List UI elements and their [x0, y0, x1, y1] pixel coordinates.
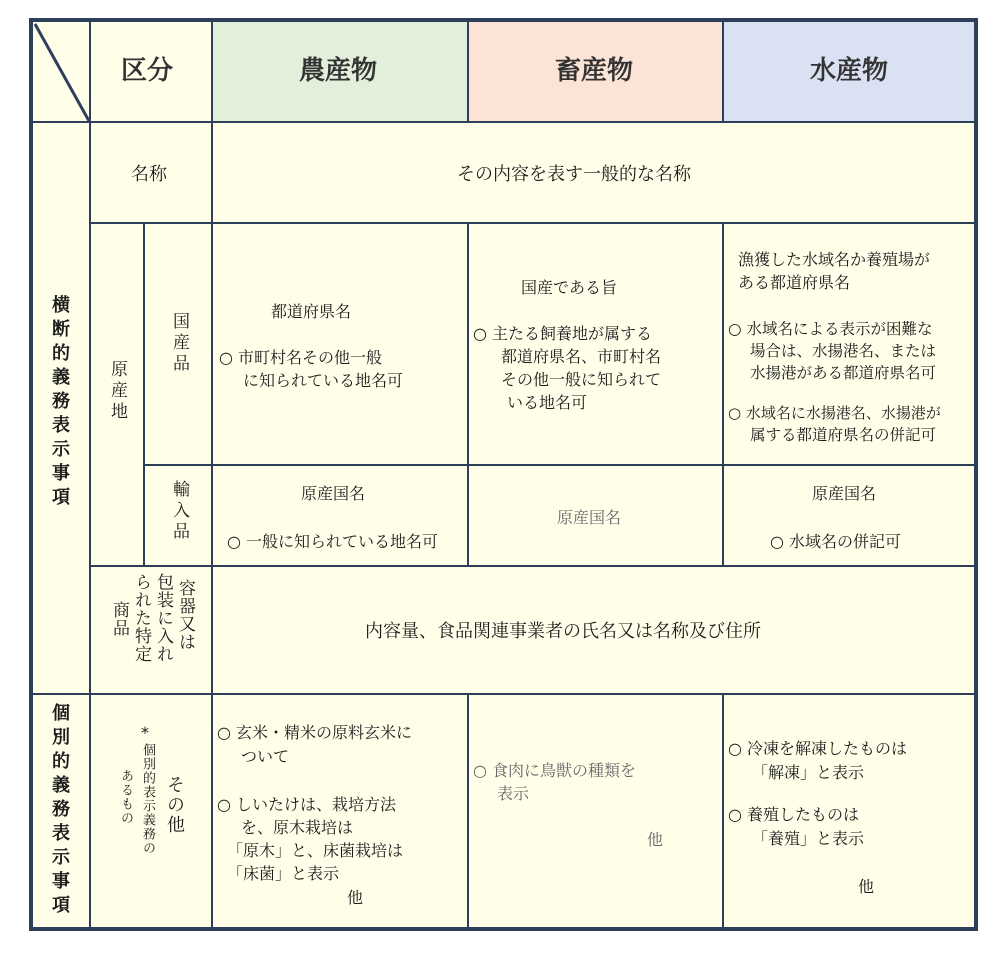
- imported-marine-line-1: 原産国名: [812, 484, 877, 503]
- packaged-label-line-4: 商品: [109, 601, 129, 637]
- imported-label: 輸入品: [169, 480, 189, 543]
- domestic-label-cell: [143, 222, 213, 466]
- header-agri-cell: [211, 20, 469, 123]
- domestic-livestock-line-5: いる地名可: [507, 393, 588, 412]
- domestic-marine-line-5: 水揚港がある都道府県名可: [750, 364, 937, 382]
- domestic-agri-line-1: 都道府県名: [271, 302, 352, 321]
- packaged-value-cell: [211, 565, 976, 695]
- domestic-livestock-cell: [467, 222, 724, 466]
- imported-agri-line-1: 原産国名: [301, 484, 366, 503]
- other-livestock-line-1: ○ 食肉に鳥獣の種類を: [473, 761, 637, 780]
- corner-cell: [31, 20, 91, 123]
- header-livestock-cell: [467, 20, 724, 123]
- imported-livestock-line-1: 原産国名: [557, 508, 622, 527]
- header-agri: 農産物: [299, 56, 378, 86]
- imported-label-cell: [143, 464, 213, 567]
- domestic-agri-line-2: ○ 市町村名その他一般: [219, 348, 383, 367]
- section-individual-label: 個別的義務表示事項: [49, 703, 70, 919]
- other-agri-line-1: ○ 玄米・精米の原料玄米に: [217, 723, 413, 742]
- imported-agri-line-2: ○ 一般に知られている地名可: [227, 532, 439, 551]
- packaged-label-line-1: 容器又は: [175, 579, 195, 651]
- other-note-line-1: 個別的表示義務の: [140, 743, 155, 855]
- other-marine-line-4: 「養殖」と表示: [752, 829, 865, 848]
- packaged-label-cell: [89, 565, 213, 695]
- obligatory-labeling-table: [29, 18, 978, 931]
- other-livestock-etc: 他: [647, 830, 664, 849]
- domestic-livestock-line-2: ○ 主たる飼養地が属する: [473, 324, 653, 343]
- name-label-cell: [89, 121, 213, 224]
- name-value-cell: [211, 121, 976, 224]
- other-agri-cell: [211, 693, 469, 929]
- domestic-marine-line-4: 場合は、水揚港名、または: [750, 342, 937, 360]
- other-livestock-line-2: 表示: [497, 784, 530, 803]
- other-marine-line-2: 「解凍」と表示: [752, 763, 865, 782]
- other-agri-etc: 他: [347, 888, 364, 907]
- domestic-livestock-line-3: 都道府県名、市町村名: [501, 347, 662, 366]
- origin-label: 原産地: [107, 360, 127, 423]
- imported-marine-line-2: ○ 水域名の併記可: [770, 532, 902, 551]
- other-marine-cell: [722, 693, 976, 929]
- other-agri-line-6: 「床菌」と表示: [227, 864, 340, 883]
- imported-livestock-cell: [467, 464, 724, 567]
- domestic-marine-line-1: 漁獲した水域名か養殖場が: [738, 250, 931, 269]
- other-label: その他: [164, 775, 185, 835]
- header-marine: 水産物: [810, 56, 889, 86]
- header-marine-cell: [722, 20, 976, 123]
- section-cross-cell: [31, 121, 91, 695]
- diagonal-line: [33, 22, 89, 121]
- origin-label-cell: [89, 222, 145, 567]
- domestic-label: 国産品: [169, 312, 189, 375]
- imported-marine-cell: [722, 464, 976, 567]
- header-category-cell: [89, 20, 213, 123]
- other-agri-line-2: ついて: [241, 747, 290, 766]
- domestic-marine-line-7: 属する都道府県名の併記可: [750, 426, 937, 444]
- domestic-agri-cell: [211, 222, 469, 466]
- packaged-label-line-2: 包装に入れ: [153, 573, 173, 663]
- other-agri-line-4: を、原木栽培は: [241, 818, 354, 837]
- domestic-marine-cell: [722, 222, 976, 466]
- other-label-cell: [89, 693, 213, 929]
- section-individual-cell: [31, 693, 91, 929]
- domestic-agri-line-3: に知られている地名可: [243, 371, 404, 390]
- packaged-value: 内容量、食品関連事業者の氏名又は名称及び住所: [365, 621, 761, 642]
- header-livestock: 畜産物: [555, 56, 634, 86]
- name-label: 名称: [131, 164, 167, 185]
- domestic-marine-line-6: ○ 水域名に水揚港名、水揚港が: [728, 404, 941, 422]
- header-category: 区分: [121, 56, 174, 86]
- other-livestock-cell: [467, 693, 724, 929]
- other-note-star: *: [141, 723, 149, 742]
- other-agri-line-5: 「原木」と、床菌栽培は: [227, 841, 404, 860]
- other-marine-line-1: ○ 冷凍を解凍したものは: [728, 739, 908, 758]
- domestic-livestock-line-1: 国産である旨: [521, 278, 618, 297]
- section-cross-label: 横断的義務表示事項: [49, 295, 70, 511]
- packaged-label-line-3: られた特定: [131, 573, 151, 663]
- imported-agri-cell: [211, 464, 469, 567]
- domestic-livestock-line-4: その他一般に知られて: [501, 370, 662, 389]
- domestic-marine-line-2: ある都道府県名: [738, 273, 851, 292]
- other-agri-line-3: ○ しいたけは、栽培方法: [217, 795, 397, 814]
- other-marine-etc: 他: [858, 877, 875, 896]
- other-note-line-2: あるもの: [118, 769, 133, 825]
- other-marine-line-3: ○ 養殖したものは: [728, 805, 860, 824]
- name-value: その内容を表す一般的な名称: [457, 164, 691, 185]
- domestic-marine-line-3: ○ 水域名による表示が困難な: [728, 320, 933, 338]
